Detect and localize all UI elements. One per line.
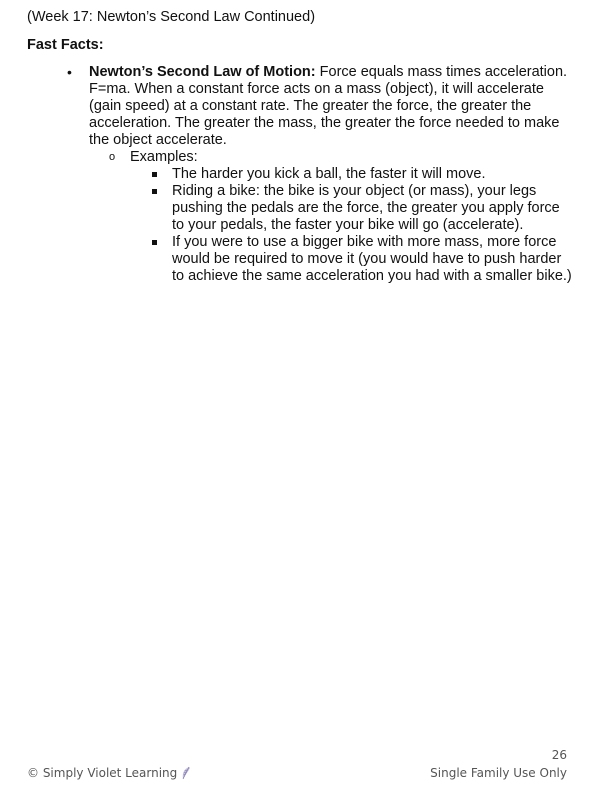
example-text: If you were to use a bigger bike with more mass, more force would be required to move it (you would have to push harder to achieve the same acceleration you had with a smaller bike.) (172, 234, 572, 284)
feather-icon (180, 766, 192, 780)
square-bullet-icon (152, 189, 157, 194)
example-item (172, 234, 572, 285)
square-bullet-icon (152, 240, 157, 245)
examples-list (130, 166, 572, 285)
footer-page-number: 26 (551, 748, 567, 762)
copyright-text: © Simply Violet Learning (27, 766, 178, 780)
fact-item (67, 64, 569, 149)
examples-sublist (89, 149, 572, 285)
example-text: The harder you kick a ball, the faster it will move. (172, 166, 486, 182)
example-text: Riding a bike: the bike is your object (or mass), your legs pushing the pedals are the force, the greater you apply force to your pedals, the faster your bike will go (accelerate). (172, 183, 560, 233)
circle-bullet-marker: o (109, 151, 116, 163)
example-item (172, 183, 572, 234)
fact-term: Newton’s Second Law of Motion: (89, 64, 316, 80)
footer-copyright (27, 766, 192, 780)
bullet-marker: • (67, 64, 72, 80)
week-header: (Week 17: Newton’s Second Law Continued) (27, 9, 316, 25)
examples-label: Examples: (130, 149, 198, 165)
fact-bullet-list (67, 64, 572, 285)
fact-definition: Force equals mass times acceleration. F=ma. When a constant force acts on a mass (object), it will accelerate (gain speed) at a constant rate. The greater the force, the greater the acceleration. The greater the mass, the greater the force needed to make the object accelerate. (89, 64, 568, 148)
example-item (172, 166, 572, 183)
square-bullet-icon (152, 172, 157, 177)
footer-notice: Single Family Use Only (430, 766, 567, 780)
section-heading: Fast Facts: (27, 37, 104, 53)
